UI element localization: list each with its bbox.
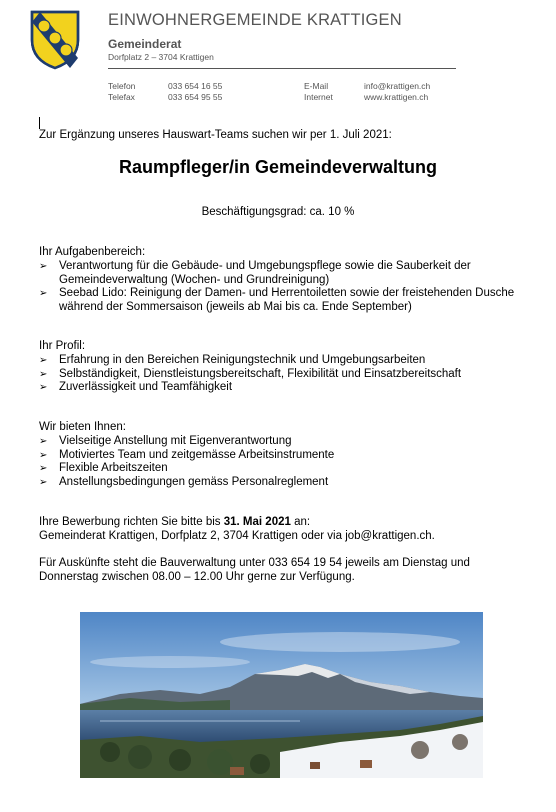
profile-list <box>39 354 461 395</box>
org-name: EINWOHNERGEMEINDE KRATTIGEN <box>108 11 402 29</box>
arrow-bullet-icon: ➢ <box>39 449 48 461</box>
profile-heading: Ihr Profil: <box>39 340 86 352</box>
list-item: Gemeindeverwaltung (Wochen- und Grundreinigung) <box>59 273 330 286</box>
tasks-heading: Ihr Aufgabenbereich: <box>39 246 146 258</box>
offer-list <box>39 435 334 489</box>
arrow-bullet-icon: ➢ <box>39 382 48 393</box>
address: Dorfplatz 2 – 3704 Krattigen <box>108 52 214 62</box>
list-item: ➢ Selbständigkeit, Dienstleistungsbereitschaft, Flexibilität und Einsatzbereitschaft <box>39 367 462 380</box>
arrow-bullet-icon: ➢ <box>39 261 48 272</box>
fax-value: 033 654 95 55 <box>168 92 223 102</box>
arrow-bullet-icon: ➢ <box>39 355 48 366</box>
email-label: E-Mail <box>304 81 329 91</box>
intro-text: Zur Ergänzung unseres Hauswart-Teams suchen wir per 1. Juli 2021: <box>39 129 392 141</box>
list-item: ➢ Erfahrung in den Bereichen Reinigungstechnik und Umgebungsarbeiten <box>39 354 426 366</box>
fax-label: Telefax <box>108 92 135 102</box>
web-value[interactable]: www.krattigen.ch <box>364 92 429 102</box>
job-title: Raumpfleger/in Gemeindeverwaltung <box>118 157 438 177</box>
offer-heading: Wir bieten Ihnen: <box>39 421 126 433</box>
list-item: ➢ Flexible Arbeitszeiten <box>39 462 168 474</box>
employment-degree: Beschäftigungsgrad: ca. 10 % <box>201 206 355 218</box>
application-line-2: Gemeinderat Krattigen, Dorfplatz 2, 3704 Krattigen oder via job@krattigen.ch. <box>39 530 435 542</box>
council-name: Gemeinderat <box>108 37 182 51</box>
coat-of-arms-icon <box>30 10 80 70</box>
list-item: ➢ Vielseitige Anstellung mit Eigenverantwortung <box>39 435 292 447</box>
list-item: ➢ Motiviertes Team und zeitgemässe Arbeitsinstrumente <box>39 448 335 461</box>
list-item: ➢ Seebad Lido: Reinigung der Damen- und Herrentoiletten sowie der freistehenden Dusche <box>39 287 515 299</box>
phone-label: Telefon <box>108 81 136 91</box>
arrow-bullet-icon: ➢ <box>39 436 48 447</box>
arrow-bullet-icon: ➢ <box>39 368 48 380</box>
lake-mountain-photo <box>80 612 483 778</box>
text-cursor <box>39 117 40 129</box>
application-line-1: Ihre Bewerbung richten Sie bitte bis 31. Mai 2021 an: <box>39 516 311 528</box>
list-item: ➢ Zuverlässigkeit und Teamfähigkeit <box>39 381 233 393</box>
header-divider <box>108 68 456 69</box>
tasks-list <box>39 260 514 314</box>
arrow-bullet-icon: ➢ <box>39 463 48 474</box>
info-line-1: Für Auskünfte steht die Bauverwaltung unter 033 654 19 54 jeweils am Dienstag und <box>39 557 470 569</box>
info-line-2: Donnerstag zwischen 08.00 – 12.00 Uhr gerne zur Verfügung. <box>39 571 355 583</box>
list-item: während der Sommersaison (jeweils ab Mai bis ca. Ende September) <box>59 300 412 313</box>
list-item: ➢ Anstellungsbedingungen gemäss Personalreglement <box>39 475 329 488</box>
email-value[interactable]: info@krattigen.ch <box>364 81 431 91</box>
arrow-bullet-icon: ➢ <box>39 288 48 299</box>
deadline: 31. Mai 2021 <box>223 516 291 528</box>
web-label: Internet <box>304 92 333 102</box>
phone-value: 033 654 16 55 <box>168 81 223 91</box>
arrow-bullet-icon: ➢ <box>39 476 48 488</box>
list-item: ➢ Verantwortung für die Gebäude- und Umgebungspflege sowie die Sauberkeit der <box>39 260 471 272</box>
